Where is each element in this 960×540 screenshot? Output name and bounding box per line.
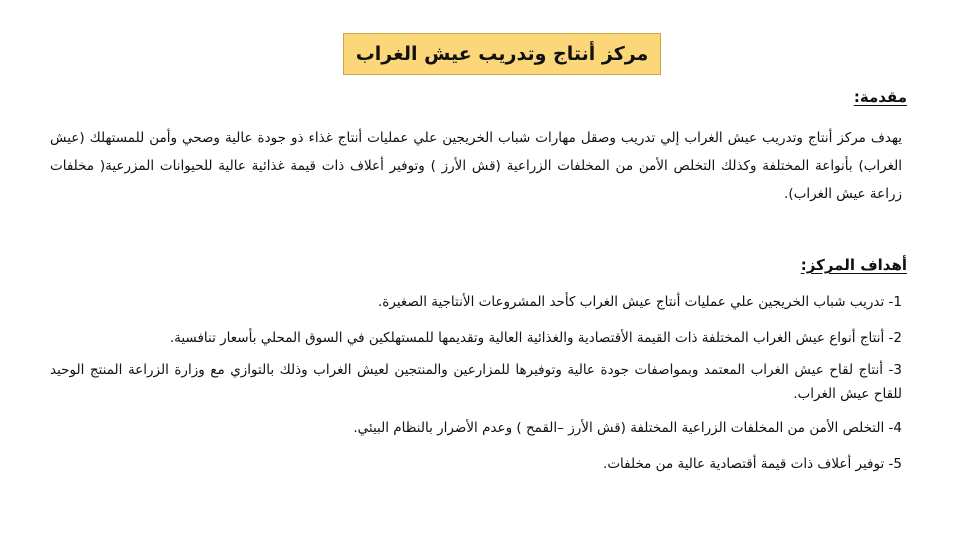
- goal-item-3: 3- أنتاج لقاح عيش الغراب المعتمد وبمواصفات جودة عالية وتوفيرها للمزارعين والمنتجين لعيش الغراب وذلك بالتوازي مع وزارة الزراعة المنتج الوحيد للقاح عيش الغراب.: [50, 362, 902, 402]
- goal-item-4: 4- التخلص الأمن من المخلفات الزراعية المختلفة (قش الأرز –القمح ) وعدم الأضرار بالنظام البيئي.: [353, 420, 902, 436]
- goal-item-5: 5- توفير أعلاف ذات قيمة أقتصادية عالية من مخلفات.: [603, 456, 902, 472]
- slide-title: مركز أنتاج وتدريب عيش الغراب: [343, 33, 661, 75]
- goal-item-2: 2- أنتاج أنواع عيش الغراب المختلفة ذات القيمة الأقتصادية والغذائية العالية وتقديمها للمستهلكين في السوق المحلي بأسعار تنافسية.: [169, 330, 902, 346]
- goals-list: [50, 290, 902, 482]
- goal-item-1: 1- تدريب شباب الخريجين علي عمليات أنتاج عيش الغراب كأحد المشروعات الأنتاجية الصغيرة.: [378, 294, 902, 310]
- goals-heading: أهداف المركز:: [800, 256, 907, 274]
- intro-heading: مقدمة:: [853, 88, 907, 106]
- intro-paragraph: يهدف مركز أنتاج وتدريب عيش الغراب إلي تدريب وصقل مهارات شباب الخريجين علي عمليات أنتاج غذاء ذو جودة عالية وصحي وأمن للمستهلك (عيش الغراب) بأنواعة المختلفة وكذلك التخلص الأمن من المخلفات الزراعية (قش الأرز ) وتوفير أعلاف ذات قيمة غذائية عالية للحيوانات المزرعية( مخلفات زراعة عيش الغراب).: [50, 130, 902, 202]
